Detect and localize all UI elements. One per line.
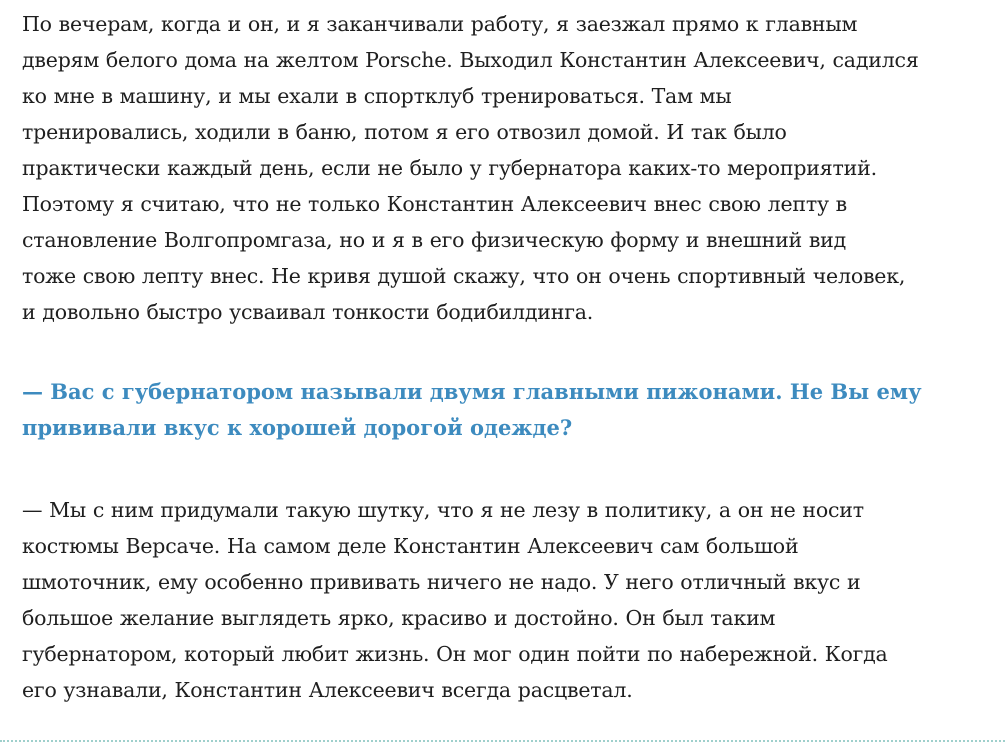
bottom-divider <box>0 740 1005 742</box>
interview-question <box>22 374 977 446</box>
paragraph-line: По вечерам, когда и он, и я заканчивали работу, я заезжал прямо к главным <box>22 12 858 36</box>
paragraph-line: — Мы с ним придумали такую шутку, что я не лезу в политику, а он не носит <box>22 498 864 522</box>
paragraph-line: ко мне в машину, и мы ехали в спортклуб тренироваться. Там мы <box>22 84 732 108</box>
paragraph-line: дверям белого дома на желтом Porsche. Выходил Константин Алексеевич, садился <box>22 48 919 72</box>
article-paragraph-2 <box>22 492 977 708</box>
paragraph-line: костюмы Версаче. На самом деле Константин Алексеевич сам большой <box>22 534 799 558</box>
question-line: прививали вкус к хорошей дорогой одежде? <box>22 415 573 440</box>
paragraph-line: большое желание выглядеть ярко, красиво и достойно. Он был таким <box>22 606 776 630</box>
paragraph-line: становление Волгопромгаза, но и я в его физическую форму и внешний вид <box>22 228 847 252</box>
paragraph-line: шмоточник, ему особенно прививать ничего не надо. У него отличный вкус и <box>22 570 861 594</box>
question-line: — Вас с губернатором называли двумя главными пижонами. Не Вы ему <box>22 379 922 404</box>
paragraph-line: тренировались, ходили в баню, потом я его отвозил домой. И так было <box>22 120 787 144</box>
paragraph-line: тоже свою лепту внес. Не кривя душой скажу, что он очень спортивный человек, <box>22 264 906 288</box>
paragraph-line: губернатором, который любит жизнь. Он мог один пойти по набережной. Когда <box>22 642 888 666</box>
paragraph-line: и довольно быстро усваивал тонкости бодибилдинга. <box>22 300 594 324</box>
article-body <box>22 6 977 708</box>
paragraph-line: Поэтому я считаю, что не только Константин Алексеевич внес свою лепту в <box>22 192 848 216</box>
article-paragraph-1 <box>22 6 977 330</box>
paragraph-line: практически каждый день, если не было у губернатора каких-то мероприятий. <box>22 156 877 180</box>
paragraph-line: его узнавали, Константин Алексеевич всегда расцветал. <box>22 678 633 702</box>
